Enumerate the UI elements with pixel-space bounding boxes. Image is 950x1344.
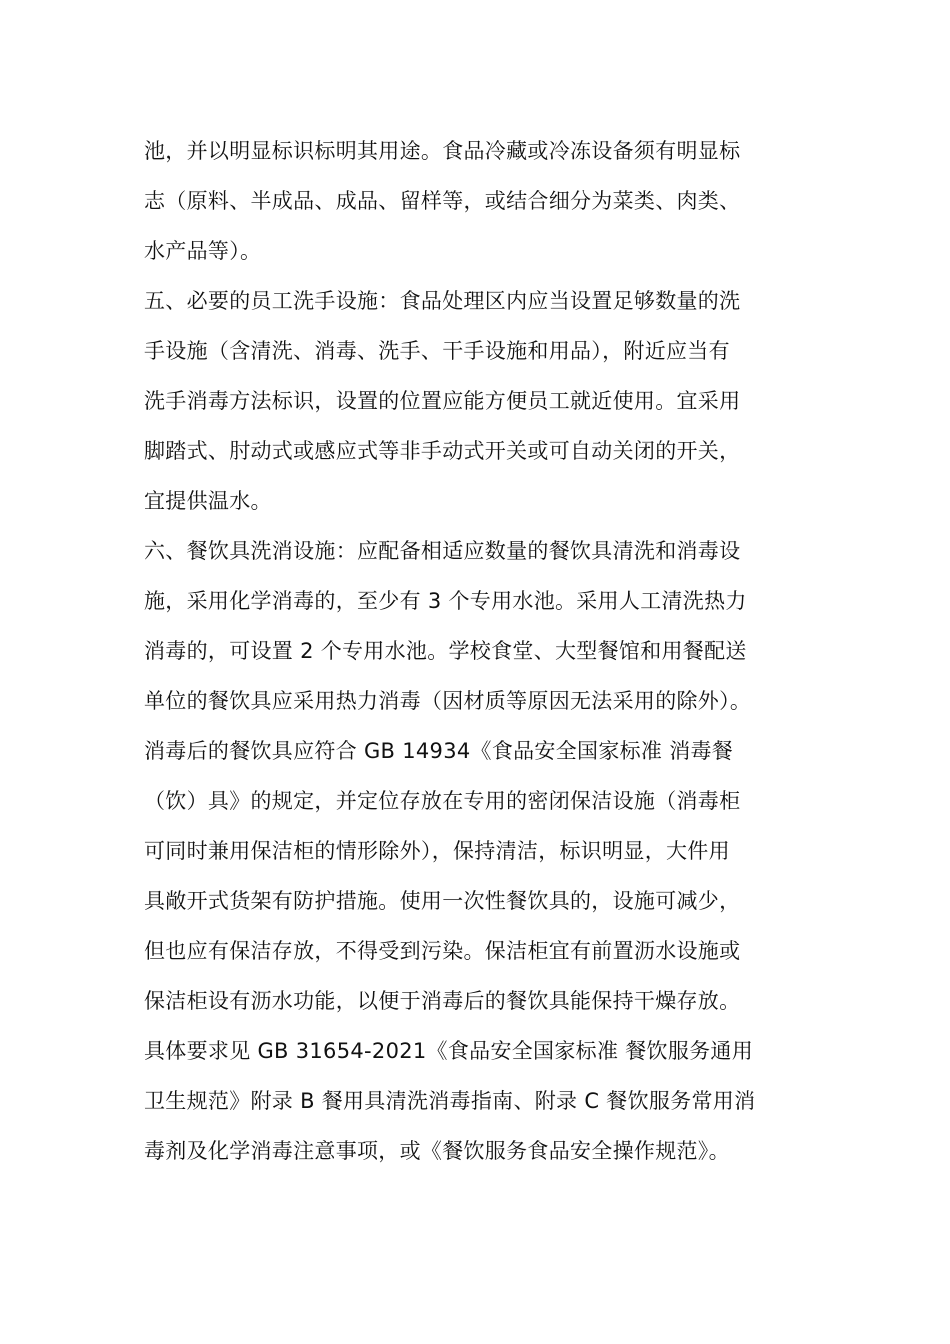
text-line: 池，并以明显标识标明其用途。食品冷藏或冷冻设备须有明显标 <box>144 139 741 163</box>
text-line: 消毒的，可设置 2 个专用水池。学校食堂、大型餐馆和用餐配送 <box>144 639 747 663</box>
text-line: 手设施（含清洗、消毒、洗手、干手设施和用品），附近应当有 <box>144 339 730 363</box>
text-line: 毒剂及化学消毒注意事项，或《餐饮服务食品安全操作规范》。 <box>144 1139 730 1163</box>
text-line: 保洁柜设有沥水功能，以便于消毒后的餐饮具能保持干燥存放。 <box>144 989 741 1013</box>
text-line: 具敞开式货架有防护措施。使用一次性餐饮具的，设施可减少， <box>144 889 741 913</box>
text-line: 但也应有保洁存放，不得受到污染。保洁柜宜有前置沥水设施或 <box>144 939 741 963</box>
text-line: 脚踏式、肘动式或感应式等非手动式开关或可自动关闭的开关， <box>144 439 741 463</box>
text-line: 卫生规范》附录 B 餐用具清洗消毒指南、附录 C 餐饮服务常用消 <box>144 1089 756 1113</box>
section-5-heading-line: 五、必要的员工洗手设施：食品处理区内应当设置足够数量的洗 <box>144 289 741 313</box>
text-line: 可同时兼用保洁柜的情形除外），保持清洁，标识明显，大件用 <box>144 839 730 863</box>
text-line: 消毒后的餐饮具应符合 GB 14934《食品安全国家标准 消毒餐 <box>144 739 734 763</box>
text-line: 洗手消毒方法标识，设置的位置应能方便员工就近使用。宜采用 <box>144 389 741 413</box>
text-line: （饮）具》的规定，并定位存放在专用的密闭保洁设施（消毒柜 <box>144 789 741 813</box>
body-text <box>144 126 824 1176</box>
text-line: 水产品等）。 <box>144 239 262 263</box>
text-line: 施，采用化学消毒的，至少有 3 个专用水池。采用人工清洗热力 <box>144 589 747 613</box>
text-line: 具体要求见 GB 31654-2021《食品安全国家标准 餐饮服务通用 <box>144 1039 754 1063</box>
text-line: 志（原料、半成品、成品、留样等，或结合细分为菜类、肉类、 <box>144 189 741 213</box>
text-line: 宜提供温水。 <box>144 489 272 513</box>
text-line: 单位的餐饮具应采用热力消毒（因材质等原因无法采用的除外）。 <box>144 689 752 713</box>
section-6-heading-line: 六、餐饮具洗消设施：应配备相适应数量的餐饮具清洗和消毒设 <box>144 539 741 563</box>
